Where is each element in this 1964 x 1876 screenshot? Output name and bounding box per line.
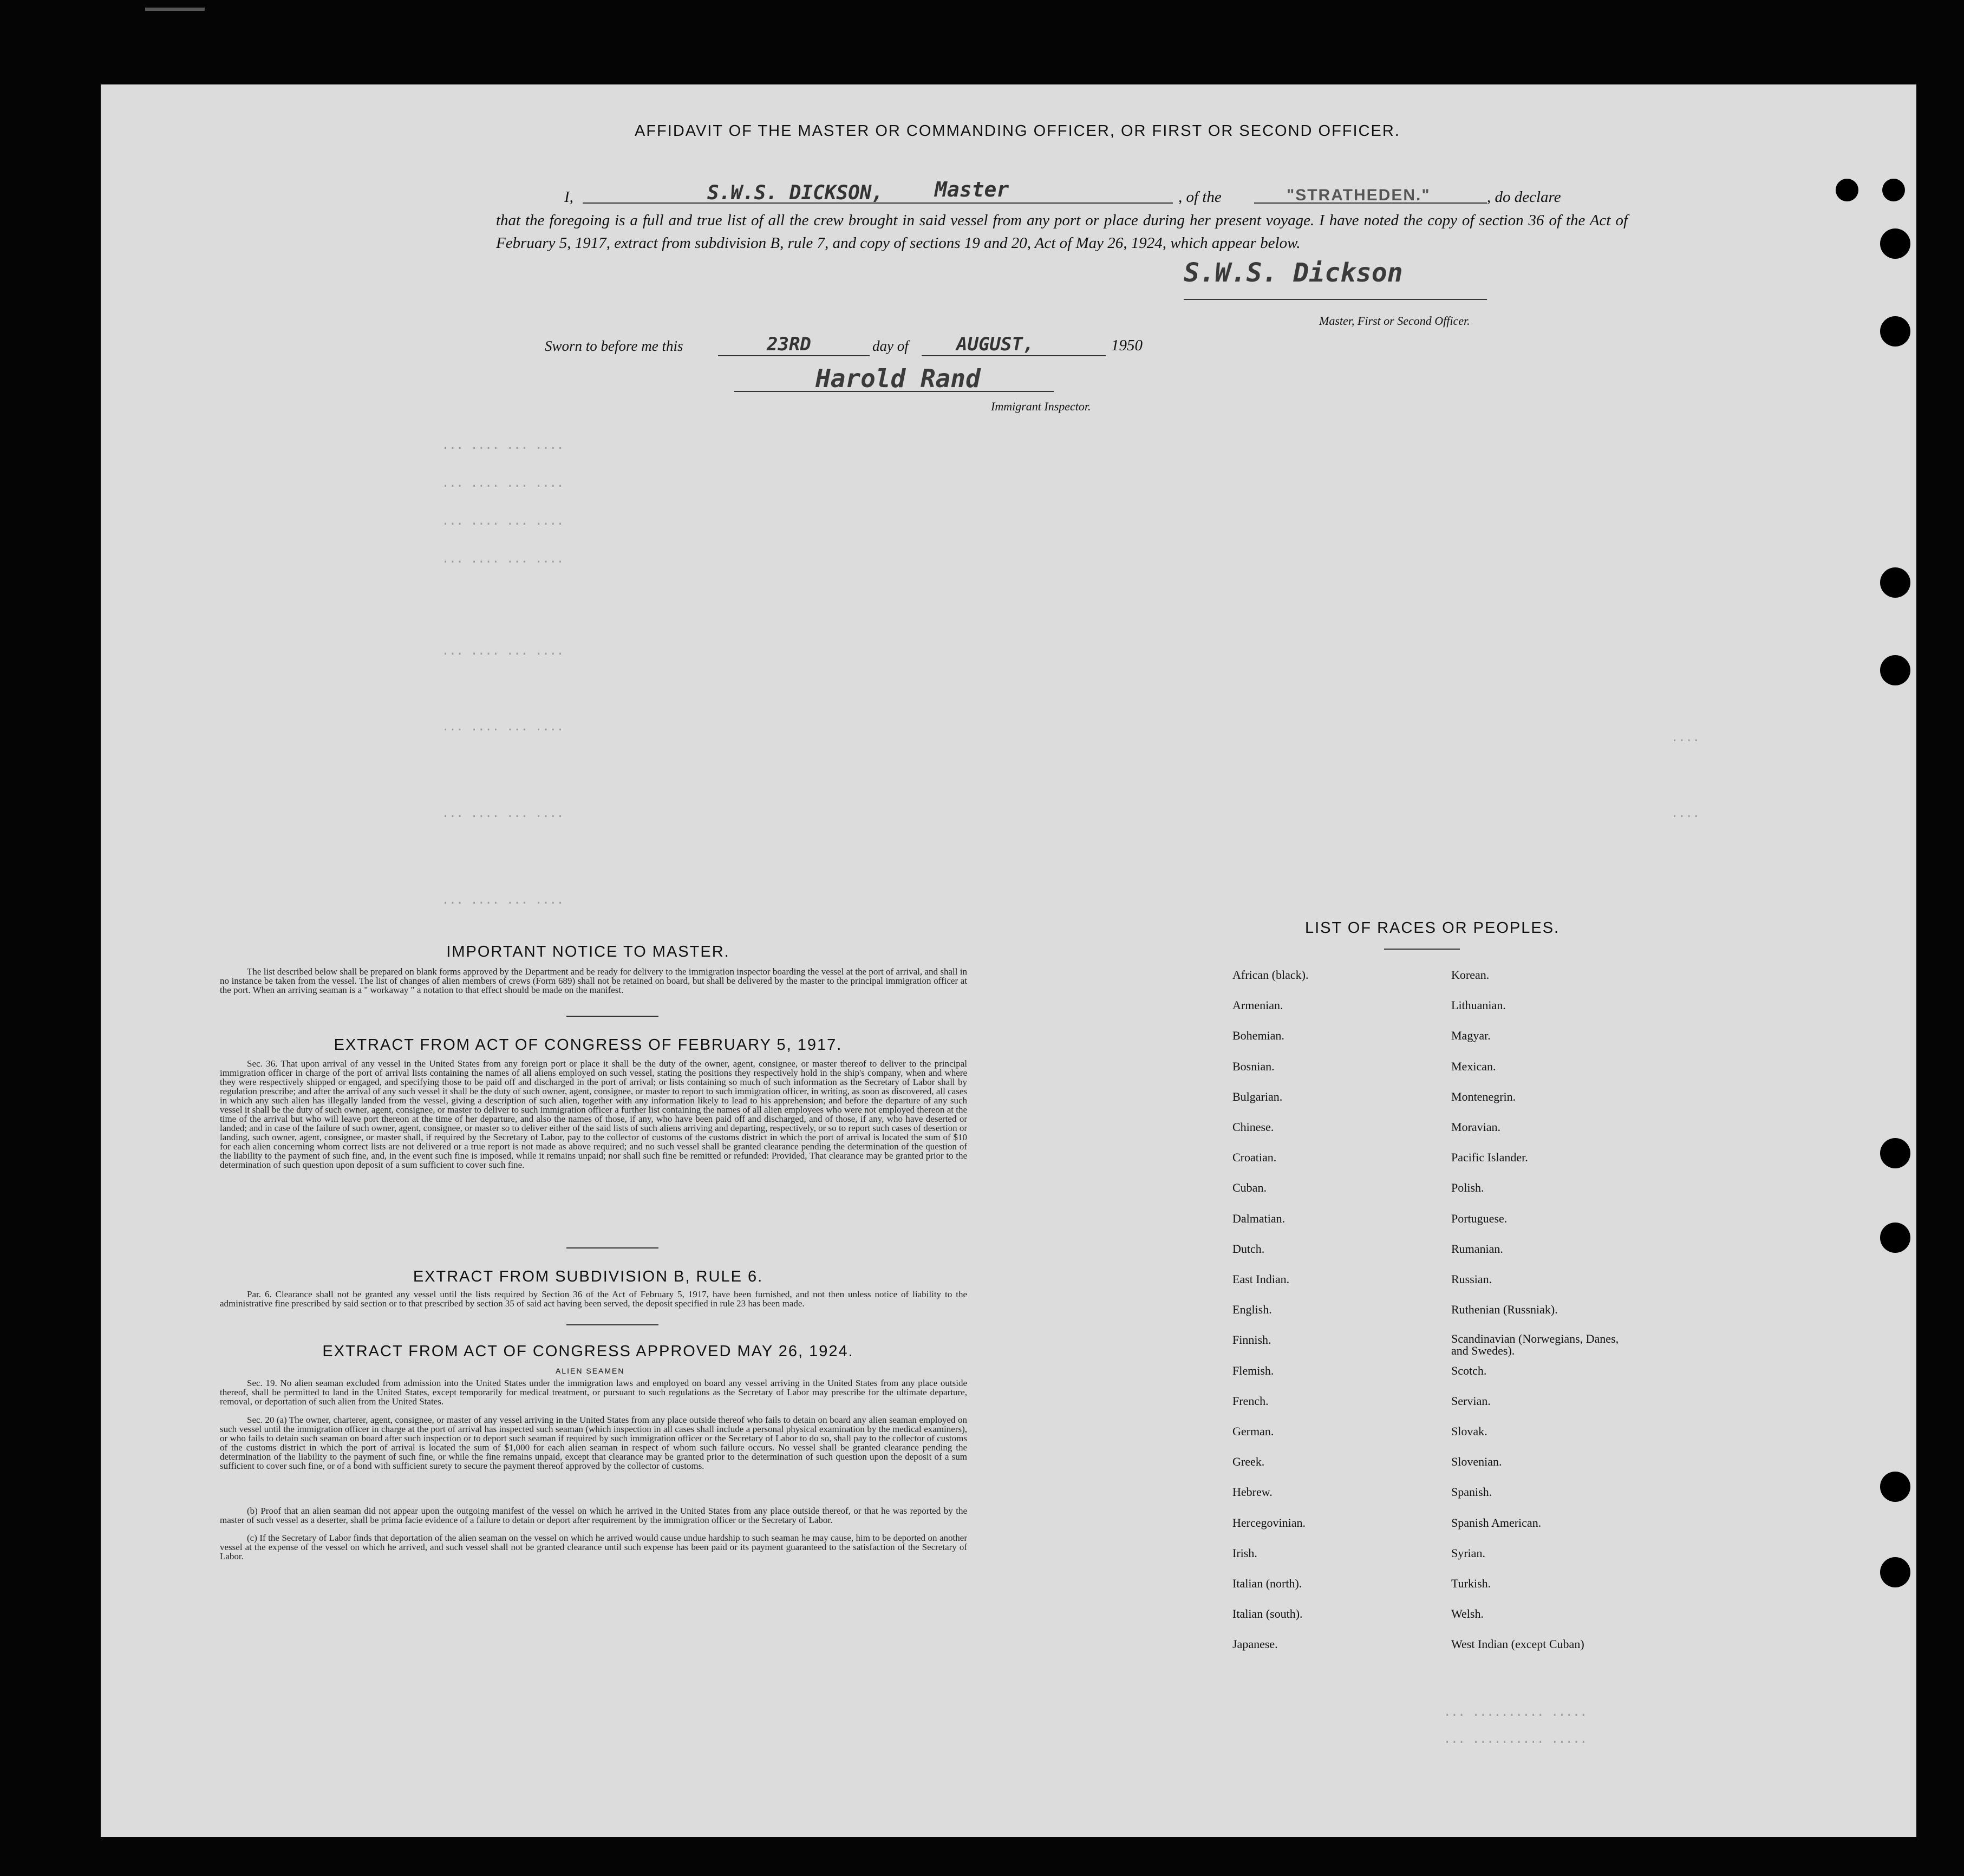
race-item: Slovak. xyxy=(1451,1424,1487,1438)
race-item: Scandinavian (Norwegians, Danes, and Swedes). xyxy=(1451,1332,1619,1358)
race-item: Montenegrin. xyxy=(1451,1089,1516,1103)
punch-hole xyxy=(1882,179,1905,201)
race-item: Turkish. xyxy=(1451,1577,1491,1590)
signature-line xyxy=(1184,299,1487,300)
race-item: Bohemian. xyxy=(1232,1029,1284,1043)
race-item: East Indian. xyxy=(1232,1272,1290,1286)
master-signature: S.W.S. Dickson xyxy=(1184,258,1403,288)
race-item: Moravian. xyxy=(1451,1120,1501,1134)
bleed-through-text: ···· xyxy=(1671,810,1700,823)
race-item: Servian. xyxy=(1451,1394,1491,1408)
race-item: Dutch. xyxy=(1232,1241,1265,1256)
bleed-through-text: ··· ···· ··· ···· xyxy=(442,442,564,455)
extract-1917-text: Sec. 36. That upon arrival of any vessel in the United States from any foreign port or place it shall be the duty of the owner, agent, consignee, or master thereof to deliver to the principal immigration officer in charge of the port of arrival lists containing the names of all aliens employed on such vessel, stating the positions they respectively hold in the ship's company, when and where they were respectively shipped or engaged, and specifying those to be paid off and discharged in the port of arrival; or lists containing so much of such information as the Secretary of Labor shall by regulation prescribe; and after the arrival of any such vessel it shall be the duty of such owner, agent, consignee, or master to report to such immigration officer, in writing, as soon as discovered, all cases in which any such alien has illegally landed from the vessel, giving a description of such alien, together with any information likely to lead to his apprehension; and before the departure of any such vessel it shall be the duty of such owner, agent, consignee, or master to deliver to such immigration officer a further list containing the names of all alien employees who were not employed thereon at the time of the arrival but who will leave port thereon at the time of her departure, and also the names of those, if any, who have been paid off and discharged, and of those, if any, who have deserted or landed; and in case of the failure of such owner, agent, consignee, or master so to deliver either of the said lists of such aliens arriving and departing, respectively, or so to report such cases of desertion or landing, such owner, agent, consignee, or master shall, if required by the Secretary of Labor, pay to the collector of customs of the customs district in which the port of arrival is located the sum of $10 for each alien concerning whom correct lists are not delivered or a true report is not made as above required; and no such vessel shall be granted clearance pending the determination of the question of the liability to the payment of such fine, and, in the event such fine is imposed, while it remains unpaid; nor shall such fine be remitted or refunded: Provided, That clearance may be granted prior to the determination of such question upon deposit of a sum sufficient to cover such fine. xyxy=(220,1058,967,1170)
extract-1924-sec20a: Sec. 20 (a) The owner, charterer, agent, consignee, or master of any vessel arriving in the United States from any place outside thereof who fails to detain on board any alien seaman employed on such vessel until the immigration officer in charge at the port of arrival has inspected such seaman (which inspection in all cases shall include a personal physical examination by the medical examiners), or who fails to detain such seaman on board after such inspection or to deport such seaman if required by such immigration officer or the Secretary of Labor to do so, shall pay to the collector of customs of the customs district in which the port of arrival is located the sum of $1,000 for each alien seaman in respect of whom such failure occurs. No vessel shall be granted clearance pending the determination of the liability to the payment of such fine, or while the fine remains unpaid, except that clearance may be granted prior to the determination of such question upon the deposit of a sum sufficient to cover such fine, or of a bond with sufficient surety to secure the payment thereof approved by the collector of customs. xyxy=(220,1415,967,1471)
race-item: Rumanian. xyxy=(1451,1241,1503,1256)
master-rank: Master xyxy=(935,178,1009,201)
race-item: Italian (north). xyxy=(1232,1577,1302,1590)
sworn-day: 23RD xyxy=(767,334,811,355)
bleed-through-text: ··· ···· ··· ···· xyxy=(442,555,564,569)
race-item: African (black). xyxy=(1232,968,1309,982)
races-title: LIST OF RACES OR PEOPLES. xyxy=(1305,919,1560,937)
film-edge-mark xyxy=(145,8,205,11)
race-item: West Indian (except Cuban) xyxy=(1451,1637,1584,1651)
notice-text: The list described below shall be prepared on blank forms approved by the Department and be ready for delivery to the immigration inspector boarding the vessel at the port of arrival, and shall in no instance be taken from the vessel. The list of changes of alien members of crews (Form 689) shall not be retained on board, but shall be delivered by the master to the principal immigration officer at the port. When an arriving seaman is a " workaway " a notation to that effect should be made on the manifest. xyxy=(220,966,967,995)
extract-1924-title: EXTRACT FROM ACT OF CONGRESS APPROVED MAY 26, 1924. xyxy=(322,1343,854,1360)
punch-hole xyxy=(1880,567,1910,598)
extract-1917-title: EXTRACT FROM ACT OF CONGRESS OF FEBRUARY 5, 1917. xyxy=(334,1036,843,1054)
sworn-month: AUGUST, xyxy=(956,334,1034,355)
declaration-text: that the foregoing is a full and true list of all the crew brought in said vessel from any port or place during her present voyage. I have noted the copy of section 36 of the Act of February 5, 1917, extract from subdivision B, rule 7, and copy of sections 19 and 20, Act of May 26, 1924, which appear below. xyxy=(496,212,1628,252)
race-item: Slovenian. xyxy=(1451,1455,1502,1469)
race-item: Bosnian. xyxy=(1232,1059,1275,1073)
race-item: German. xyxy=(1232,1424,1274,1438)
inspector-caption: Immigrant Inspector. xyxy=(991,400,1091,413)
punch-hole xyxy=(1880,1472,1910,1502)
race-item: Chinese. xyxy=(1232,1120,1274,1134)
race-item: Hercegovinian. xyxy=(1232,1515,1306,1529)
race-item: Bulgarian. xyxy=(1232,1089,1283,1103)
sworn-label: Sworn to before me this xyxy=(545,338,683,354)
extract-1924-sec20c: (c) If the Secretary of Labor finds that deportation of the alien seaman on the vessel on which he arrived would cause undue hardship to such seaman he may cause, him to be deported on another vessel at the expense of the vessel on which he arrived, and such vessel shall not be granted clearance until such expense has been paid or its payment guaranteed to the satisfaction of the Secretary of Labor. xyxy=(220,1533,967,1561)
race-item: Greek. xyxy=(1232,1455,1265,1469)
vessel-name-stamp: "STRATHEDEN." xyxy=(1287,186,1431,204)
of-the-label: , of the xyxy=(1178,188,1222,206)
punch-hole xyxy=(1880,316,1910,347)
bleed-through-text: ··· ·········· ····· xyxy=(1444,1736,1587,1749)
inspector-signature: Harold Rand xyxy=(815,364,981,393)
bleed-through-text: ··· ·········· ····· xyxy=(1444,1709,1587,1722)
sworn-day-line xyxy=(718,355,870,356)
bleed-through-text: ··· ···· ··· ···· xyxy=(442,518,564,531)
bleed-through-text: ··· ···· ··· ···· xyxy=(442,648,564,661)
extract-1924-sec20b: (b) Proof that an alien seaman did not appear upon the outgoing manifest of the vessel on which he arrived in the United States from any place outside thereof, or that he was reported by the master of such vessel as a deserter, shall be prima facie evidence of a failure to detain or deport after requirement by the immigration officer or the Secretary of Labor. xyxy=(220,1506,967,1525)
extract-rule6-text: Par. 6. Clearance shall not be granted any vessel until the lists required by Section 36 of the Act of February 5, 1917, have been furnished, and not then unless notice of liability to the administrative fine prescribed by said section or to that prescribed by section 35 of said act having been served, the deposit specified in rule 23 has been made. xyxy=(220,1289,967,1309)
punch-hole xyxy=(1880,1138,1910,1168)
inspector-line xyxy=(734,391,1054,392)
sworn-year: 1950 xyxy=(1111,337,1143,354)
declare-label: , do declare xyxy=(1487,188,1561,206)
bleed-through-text: ···· xyxy=(1671,734,1700,748)
race-item: Spanish American. xyxy=(1451,1515,1542,1529)
race-item: Lithuanian. xyxy=(1451,998,1506,1012)
punch-hole xyxy=(1880,655,1910,685)
race-item: Spanish. xyxy=(1451,1485,1492,1499)
race-item: Portuguese. xyxy=(1451,1211,1508,1225)
races-title-rule xyxy=(1384,949,1460,950)
signature-caption: Master, First or Second Officer. xyxy=(1319,314,1470,328)
section-divider xyxy=(566,1247,658,1249)
race-item: Korean. xyxy=(1451,968,1490,982)
race-item: Welsh. xyxy=(1451,1607,1484,1621)
race-item: Flemish. xyxy=(1232,1363,1274,1377)
race-item: Mexican. xyxy=(1451,1059,1496,1073)
punch-hole xyxy=(1880,1557,1910,1587)
race-item: Magyar. xyxy=(1451,1029,1491,1043)
extract-1924-sec19: Sec. 19. No alien seaman excluded from admission into the United States under the immigration laws and employed on board any vessel arriving in the United States from any place outside thereof, shall be permitted to land in the United States, except temporarily for medical treatment, or pursuant to such regulations as the Secretary of Labor may prescribe for the ultimate departure, removal, or deportation of such alien from the United States. xyxy=(220,1378,967,1407)
notice-title: IMPORTANT NOTICE TO MASTER. xyxy=(446,943,730,960)
section-divider xyxy=(566,1016,658,1017)
race-item: Irish. xyxy=(1232,1546,1257,1560)
master-name: S.W.S. DICKSON, xyxy=(707,182,884,204)
race-item: Scotch. xyxy=(1451,1363,1487,1377)
bleed-through-text: ··· ···· ··· ···· xyxy=(442,897,564,910)
race-item: Polish. xyxy=(1451,1181,1484,1195)
race-item: English. xyxy=(1232,1303,1272,1317)
punch-hole xyxy=(1836,179,1858,201)
race-item: Cuban. xyxy=(1232,1181,1267,1195)
alien-seamen-subtitle: ALIEN SEAMEN xyxy=(556,1367,625,1375)
bleed-through-text: ··· ···· ··· ···· xyxy=(442,480,564,493)
race-item: Pacific Islander. xyxy=(1451,1151,1528,1165)
race-item: Italian (south). xyxy=(1232,1607,1303,1621)
affidavit-title: AFFIDAVIT OF THE MASTER OR COMMANDING OFFICER, OR FIRST OR SECOND OFFICER. xyxy=(635,122,1400,140)
bleed-through-text: ··· ···· ··· ···· xyxy=(442,723,564,737)
race-item: Dalmatian. xyxy=(1232,1211,1286,1225)
race-item: Armenian. xyxy=(1232,998,1283,1012)
section-divider xyxy=(566,1324,658,1325)
document-sheet xyxy=(101,84,1916,1837)
race-item: Syrian. xyxy=(1451,1546,1485,1560)
race-item: Finnish. xyxy=(1232,1333,1271,1347)
bleed-through-text: ··· ···· ··· ···· xyxy=(442,810,564,823)
race-item: Ruthenian (Russniak). xyxy=(1451,1303,1558,1317)
race-item: Japanese. xyxy=(1232,1637,1278,1651)
extract-rule6-title: EXTRACT FROM SUBDIVISION B, RULE 6. xyxy=(413,1268,764,1285)
i-label: I, xyxy=(564,188,573,206)
day-of-label: day of xyxy=(872,338,909,354)
race-item: French. xyxy=(1232,1394,1269,1408)
race-item: Russian. xyxy=(1451,1272,1492,1286)
race-item: Croatian. xyxy=(1232,1151,1277,1165)
punch-hole xyxy=(1880,1223,1910,1253)
race-item: Hebrew. xyxy=(1232,1485,1273,1499)
punch-hole xyxy=(1880,228,1910,259)
sworn-month-line xyxy=(922,355,1106,356)
